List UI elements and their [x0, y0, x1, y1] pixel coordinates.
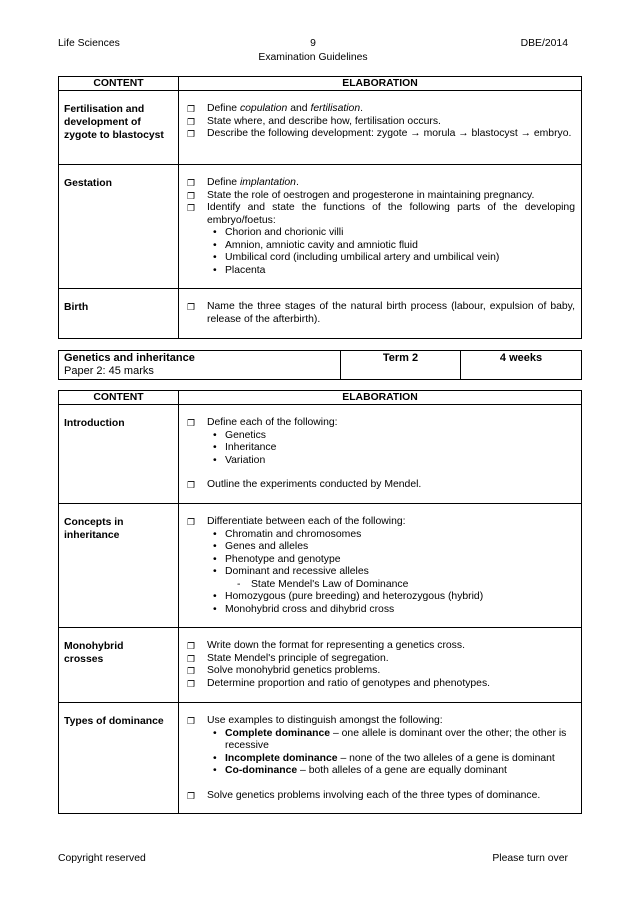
bullet-icon: • — [213, 442, 217, 453]
list-item: • Inheritance — [187, 442, 575, 455]
checkbox-icon: ❐ — [187, 203, 196, 213]
row-body-dominance — [179, 703, 582, 814]
checkbox-item: ❐ Describe the following development: zygote → morula → blastocyst → embryo. — [187, 128, 572, 139]
term-info-box — [58, 350, 582, 380]
col-header-content: CONTENT — [59, 77, 179, 91]
checkbox-icon: ❐ — [187, 517, 196, 527]
checkbox-item: ❐ Write down the format for representing a genetics cross. — [187, 640, 465, 651]
checkbox-item: ❐ Name the three stages of the natural birth process (labour, expulsion of baby, release of the afterbirth). — [187, 301, 575, 325]
list-item: • Genes and alleles — [187, 541, 575, 554]
checkbox-icon: ❐ — [187, 480, 196, 490]
bullet-icon: • — [213, 566, 217, 577]
checkbox-item: ❐ Solve monohybrid genetics problems. — [187, 665, 381, 676]
table-row — [59, 628, 582, 703]
row-label-introduction: Introduction — [59, 405, 179, 504]
checkbox-item: ❐ Use examples to distinguish amongst the following: — [187, 715, 443, 726]
col-header-content: CONTENT — [59, 391, 179, 405]
table-row — [59, 504, 582, 628]
bullet-icon: • — [213, 752, 217, 764]
term-cell: Term 2 — [341, 351, 461, 380]
checkbox-icon: ❐ — [187, 178, 196, 188]
list-item: • Monohybrid cross and dihybrid cross — [187, 604, 575, 617]
list-item: • Umbilical cord (including umbilical artery and umbilical vein) — [187, 252, 575, 265]
checkbox-icon: ❐ — [187, 302, 196, 312]
checkbox-item: ❐ Differentiate between each of the following: — [187, 516, 406, 527]
checkbox-icon: ❐ — [187, 653, 196, 664]
checkbox-item: ❐ Outline the experiments conducted by Mendel. — [187, 479, 422, 490]
list-item: • Phenotype and genotype — [187, 554, 575, 567]
row-label-fertilisation: Fertilisation and development of zygote to blastocyst — [59, 91, 179, 165]
copyright-text: Copyright reserved — [58, 853, 146, 864]
header-subtitle: Examination Guidelines — [258, 52, 368, 63]
checkbox-item: ❐ State where, and describe how, fertilisation occurs. — [187, 115, 441, 127]
checkbox-item: ❐ Determine proportion and ratio of genotypes and phenotypes. — [187, 677, 491, 689]
list-item: • Chorion and chorionic villi — [187, 227, 575, 240]
bullet-icon: • — [213, 239, 217, 251]
checkbox-icon: ❐ — [187, 716, 196, 726]
bullet-icon: • — [213, 454, 217, 466]
row-body-fertilisation — [179, 91, 582, 165]
checkbox-icon: ❐ — [187, 678, 196, 689]
checkbox-icon: ❐ — [187, 104, 196, 114]
checkbox-item: ❐ State the role of oestrogen and progesterone in maintaining pregnancy. — [187, 189, 535, 201]
table-row — [59, 165, 582, 289]
bullet-icon: • — [213, 591, 217, 602]
list-item: • Complete dominance – one allele is dominant over the other; the other is recessive — [187, 728, 575, 753]
bullet-icon: • — [213, 264, 217, 276]
topic-cell — [59, 351, 341, 380]
list-item: • Incomplete dominance – none of the two alleles of a gene is dominant — [187, 753, 575, 766]
table-row — [59, 91, 582, 165]
list-item: • Dominant and recessive alleles — [187, 566, 575, 579]
col-header-elaboration: ELABORATION — [179, 391, 582, 405]
checkbox-icon: ❐ — [187, 418, 196, 428]
header-subject: Life Sciences — [58, 38, 120, 49]
bullet-icon: • — [213, 727, 217, 739]
checkbox-item: ❐ Define implantation. — [187, 177, 299, 188]
bullet-icon: • — [213, 541, 217, 552]
row-body-introduction — [179, 405, 582, 504]
list-item: - State Mendel's Law of Dominance — [237, 578, 409, 590]
list-item: • Placenta — [187, 265, 575, 278]
row-label-monohybrid: Monohybrid crosses — [59, 628, 179, 703]
col-header-elaboration: ELABORATION — [179, 77, 582, 91]
table-row — [59, 703, 582, 814]
header-code: DBE/2014 — [520, 38, 568, 49]
content-table-1 — [58, 76, 582, 339]
turn-over-text: Please turn over — [492, 853, 568, 864]
bullet-icon: • — [213, 765, 217, 776]
dash-icon: - — [237, 578, 241, 590]
checkbox-icon: ❐ — [187, 790, 196, 801]
checkbox-item: ❐ State Mendel's principle of segregation. — [187, 652, 389, 664]
checkbox-item: ❐ Identify and state the functions of the following parts of the developing embryo/foetus: — [187, 202, 575, 226]
row-label-gestation: Gestation — [59, 165, 179, 289]
row-body-concepts — [179, 504, 582, 628]
checkbox-icon: ❐ — [187, 190, 196, 201]
checkbox-icon: ❐ — [187, 116, 196, 127]
page-header — [58, 38, 568, 68]
list-item: • Genetics — [187, 430, 575, 443]
bullet-icon: • — [213, 252, 217, 263]
checkbox-icon: ❐ — [187, 641, 196, 651]
list-item: • Amnion, amniotic cavity and amniotic fluid — [187, 240, 575, 253]
list-item: • Co-dominance – both alleles of a gene are equally dominant — [187, 765, 575, 778]
duration-cell: 4 weeks — [461, 351, 582, 380]
bullet-icon: • — [213, 429, 217, 441]
list-item: • Variation — [187, 455, 575, 468]
row-body-gestation — [179, 165, 582, 289]
row-label-concepts: Concepts in inheritance — [59, 504, 179, 628]
row-body-monohybrid — [179, 628, 582, 703]
content-table-2 — [58, 390, 582, 814]
row-label-birth: Birth — [59, 289, 179, 339]
list-item: • Chromatin and chromosomes — [187, 529, 575, 542]
bullet-icon: • — [213, 528, 217, 540]
checkbox-item: ❐ Define copulation and fertilisation. — [187, 103, 363, 114]
bullet-icon: • — [213, 227, 217, 238]
checkbox-icon: ❐ — [187, 129, 196, 139]
topic-title: Genetics and inheritance — [64, 352, 195, 364]
paper-marks: Paper 2: 45 marks — [64, 365, 154, 377]
page-number: 9 — [310, 38, 316, 49]
row-label-dominance: Types of dominance — [59, 703, 179, 814]
list-item: • Homozygous (pure breeding) and heterozygous (hybrid) — [187, 591, 575, 604]
checkbox-item: ❐ Solve genetics problems involving each of the three types of dominance. — [187, 789, 541, 801]
bullet-icon: • — [213, 553, 217, 565]
checkbox-item: ❐ Define each of the following: — [187, 417, 338, 428]
table-row — [59, 405, 582, 504]
bullet-icon: • — [213, 603, 217, 615]
table-row — [59, 289, 582, 339]
checkbox-icon: ❐ — [187, 666, 196, 676]
row-body-birth — [179, 289, 582, 339]
